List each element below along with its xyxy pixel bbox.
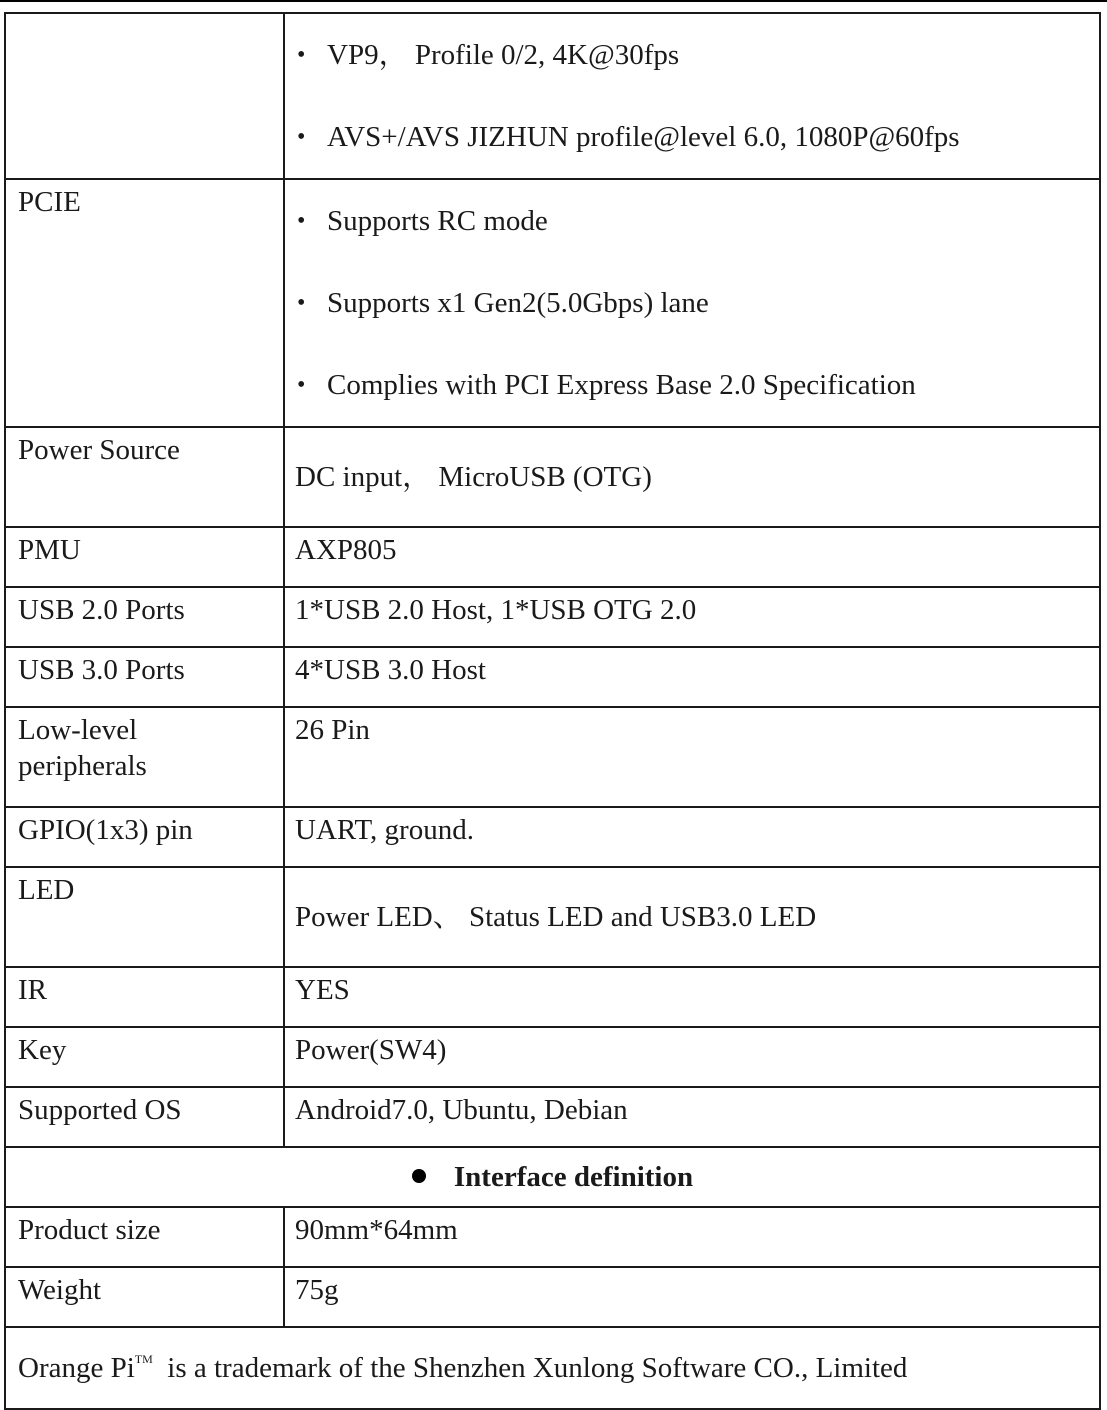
row-label: Power Source bbox=[5, 427, 284, 527]
table-row bbox=[5, 807, 1100, 867]
row-value: UART, ground. bbox=[284, 807, 1100, 867]
row-label bbox=[5, 13, 284, 179]
table-row bbox=[5, 867, 1100, 967]
row-value: 1*USB 2.0 Host, 1*USB OTG 2.0 bbox=[284, 587, 1100, 647]
list-item bbox=[295, 262, 1099, 344]
list-item-text: Complies with PCI Express Base 2.0 Specification bbox=[327, 369, 916, 401]
section-heading bbox=[5, 1147, 1100, 1207]
row-label: Low-level peripherals bbox=[5, 707, 284, 807]
bullet-icon: • bbox=[297, 42, 306, 68]
row-label: Product size bbox=[5, 1207, 284, 1267]
list-item-text: AVS+/AVS JIZHUN profile@level 6.0, 1080P@60fps bbox=[327, 121, 960, 153]
bullet-icon bbox=[412, 1169, 426, 1183]
row-label: Weight bbox=[5, 1267, 284, 1327]
table-row bbox=[5, 1027, 1100, 1087]
row-label: IR bbox=[5, 967, 284, 1027]
row-value: YES bbox=[284, 967, 1100, 1027]
table-row bbox=[5, 1207, 1100, 1267]
top-rule bbox=[0, 0, 1107, 2]
list-item bbox=[295, 180, 1099, 262]
bullet-icon: • bbox=[297, 290, 306, 316]
list-item-text: Supports RC mode bbox=[327, 205, 548, 237]
trademark-text: is a trademark of the Shenzhen Xunlong Software CO., Limited bbox=[167, 1351, 908, 1384]
brand-name: Orange Pi bbox=[18, 1351, 135, 1384]
row-label: USB 3.0 Ports bbox=[5, 647, 284, 707]
pcie-list bbox=[295, 180, 1099, 426]
table-row bbox=[5, 647, 1100, 707]
spec-table bbox=[4, 12, 1101, 1410]
row-label: PCIE bbox=[5, 179, 284, 427]
table-row bbox=[5, 967, 1100, 1027]
list-item bbox=[295, 14, 1099, 96]
row-value bbox=[284, 867, 1100, 967]
row-value bbox=[284, 13, 1100, 179]
table-row bbox=[5, 1087, 1100, 1147]
list-item-text: Supports x1 Gen2(5.0Gbps) lane bbox=[327, 287, 709, 319]
row-value: 26 Pin bbox=[284, 707, 1100, 807]
row-label: Supported OS bbox=[5, 1087, 284, 1147]
trademark-notice bbox=[5, 1327, 1100, 1409]
row-label: LED bbox=[5, 867, 284, 967]
row-value: AXP805 bbox=[284, 527, 1100, 587]
row-value-text: DC input， MicroUSB (OTG) bbox=[295, 460, 652, 493]
row-label: USB 2.0 Ports bbox=[5, 587, 284, 647]
row-value: Power(SW4) bbox=[284, 1027, 1100, 1087]
bullet-icon: • bbox=[297, 372, 306, 398]
trademark-symbol: TM bbox=[134, 1351, 153, 1366]
row-value bbox=[284, 427, 1100, 527]
row-value: 75g bbox=[284, 1267, 1100, 1327]
table-row bbox=[5, 427, 1100, 527]
table-row bbox=[5, 527, 1100, 587]
section-title: Interface definition bbox=[453, 1160, 694, 1193]
table-row bbox=[5, 13, 1100, 179]
bullet-icon: • bbox=[297, 208, 306, 234]
table-row bbox=[5, 587, 1100, 647]
section-row bbox=[5, 1147, 1100, 1207]
row-label: PMU bbox=[5, 527, 284, 587]
list-item bbox=[295, 344, 1099, 426]
table-row bbox=[5, 179, 1100, 427]
row-label: Key bbox=[5, 1027, 284, 1087]
row-value: 4*USB 3.0 Host bbox=[284, 647, 1100, 707]
table-row bbox=[5, 707, 1100, 807]
list-item-text: VP9， Profile 0/2, 4K@30fps bbox=[327, 39, 680, 71]
bullet-icon: • bbox=[297, 124, 306, 150]
list-item bbox=[295, 96, 1099, 178]
row-value bbox=[284, 179, 1100, 427]
table-row bbox=[5, 1267, 1100, 1327]
codec-list bbox=[295, 14, 1099, 178]
row-value: 90mm*64mm bbox=[284, 1207, 1100, 1267]
row-value: Android7.0, Ubuntu, Debian bbox=[284, 1087, 1100, 1147]
footer-row bbox=[5, 1327, 1100, 1409]
row-value-text: Power LED、 Status LED and USB3.0 LED bbox=[295, 900, 817, 933]
row-label: GPIO(1x3) pin bbox=[5, 807, 284, 867]
